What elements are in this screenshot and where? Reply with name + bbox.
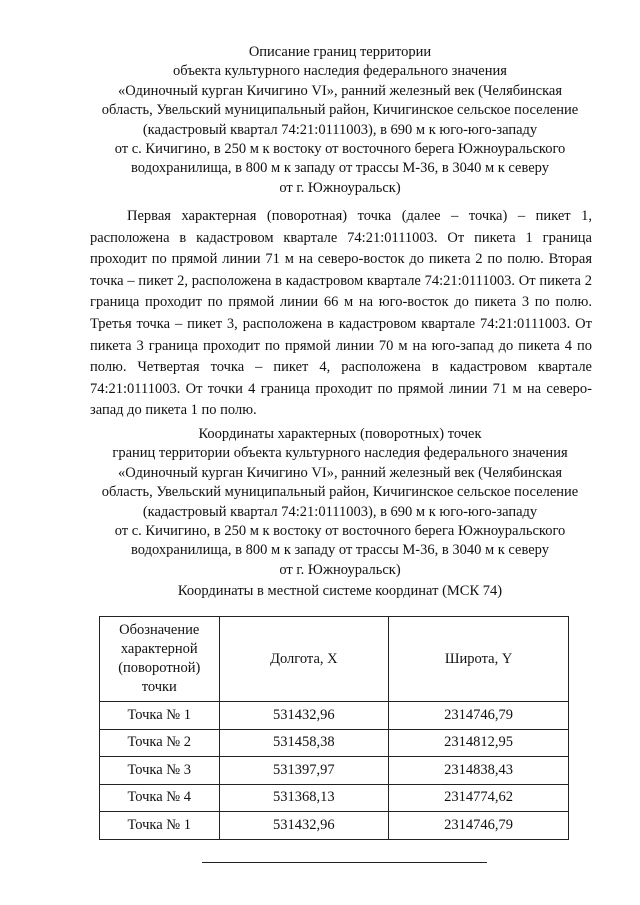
coordinates-heading bbox=[80, 425, 600, 580]
cell-point: Точка № 3 bbox=[100, 757, 220, 785]
cell-point: Точка № 2 bbox=[100, 729, 220, 757]
cell-x: 531432,96 bbox=[219, 812, 389, 840]
header-point-line: (поворотной) bbox=[118, 660, 201, 676]
title-line: (кадастровый квартал 74:21:0111003), в 690 м к юго-юго-западу bbox=[142, 121, 538, 138]
coordinates-heading-line: границ территории объекта культурного наследия федерального значения bbox=[112, 445, 568, 462]
coordinates-heading-line: «Одиночный курган Кичигино VI», ранний железный век (Челябинская bbox=[117, 464, 562, 481]
header-point bbox=[100, 617, 220, 702]
title-line: Описание границ территории bbox=[248, 44, 432, 60]
cell-x: 531458,38 bbox=[219, 729, 389, 757]
title-line: «Одиночный курган Кичигино VI», ранний железный век (Челябинская bbox=[117, 82, 562, 99]
coordinates-heading-line: область, Увельский муниципальный район, Кичигинское сельское поселение bbox=[101, 484, 579, 501]
table-caption: Координаты в местной системе координат (МСК 74) bbox=[177, 583, 503, 599]
document-title bbox=[80, 43, 600, 198]
title-line: водохранилища, в 800 м к западу от трассы М-36, в 3040 м к северу bbox=[131, 160, 549, 177]
title-line: от с. Кичигино, в 250 м к востоку от восточного берега Южноуральского bbox=[114, 141, 566, 158]
table-row bbox=[100, 812, 569, 840]
header-point-line: характерной bbox=[120, 641, 198, 657]
cell-x: 531368,13 bbox=[219, 784, 389, 812]
table-row bbox=[100, 757, 569, 785]
header-longitude-x: Долгота, X bbox=[219, 617, 389, 702]
coordinates-table bbox=[99, 616, 569, 840]
cell-x: 531432,96 bbox=[219, 702, 389, 730]
table-row bbox=[100, 784, 569, 812]
coordinates-heading-line: от с. Кичигино, в 250 м к востоку от восточного берега Южноуральского bbox=[114, 523, 566, 540]
table-row bbox=[100, 729, 569, 757]
coordinates-heading-line: водохранилища, в 800 м к западу от трассы М-36, в 3040 м к северу bbox=[131, 542, 549, 559]
cell-y: 2314746,79 bbox=[389, 702, 569, 730]
cell-y: 2314746,79 bbox=[389, 812, 569, 840]
title-line: от г. Южноуральск) bbox=[279, 179, 401, 196]
cell-point: Точка № 1 bbox=[100, 702, 220, 730]
table-row bbox=[100, 702, 569, 730]
coordinates-heading-line: Координаты характерных (поворотных) точек bbox=[198, 426, 482, 442]
bottom-divider bbox=[202, 862, 487, 863]
coordinates-heading-line: (кадастровый квартал 74:21:0111003), в 690 м к юго-юго-западу bbox=[142, 503, 538, 520]
cell-y: 2314774,62 bbox=[389, 784, 569, 812]
header-point-line: точки bbox=[141, 679, 177, 695]
header-point-line: Обозначение bbox=[119, 622, 200, 638]
title-line: область, Увельский муниципальный район, Кичигинское сельское поселение bbox=[101, 102, 579, 119]
title-line: объекта культурного наследия федерального значения bbox=[173, 63, 507, 80]
cell-point: Точка № 1 bbox=[100, 812, 220, 840]
cell-x: 531397,97 bbox=[219, 757, 389, 785]
coordinates-heading-line: от г. Южноуральск) bbox=[279, 561, 401, 578]
cell-y: 2314812,95 bbox=[389, 729, 569, 757]
cell-y: 2314838,43 bbox=[389, 757, 569, 785]
cell-point: Точка № 4 bbox=[100, 784, 220, 812]
header-latitude-y: Широта, Y bbox=[389, 617, 569, 702]
table-header-row bbox=[100, 617, 569, 702]
boundary-description: Первая характерная (поворотная) точка (далее – точка) – пикет 1, расположена в кадастровом квартале 74:21:0111003. От пикета 1 граница проходит по прямой линии 71 м на северо-восток до пикета 2 по полю. Вторая точка – пикет 2, расположена в кадастровом квартале 74:21:0111003. От пикета 2 граница проходит по прямой линии 66 м на юго-восток до пикета 3 по полю. Третья точка – пикет 3, расположена в кадастровом квартале 74:21:0111003. От пикета 3 граница проходит по прямой линии 70 м на юго-запад до пикета 4 по полю. Четвертая точка – пикет 4, расположена в кадастровом квартале 74:21:0111003. От точки 4 граница проходит по прямой линии 71 м на северо-запад до пикета 1 по полю. bbox=[90, 208, 592, 419]
